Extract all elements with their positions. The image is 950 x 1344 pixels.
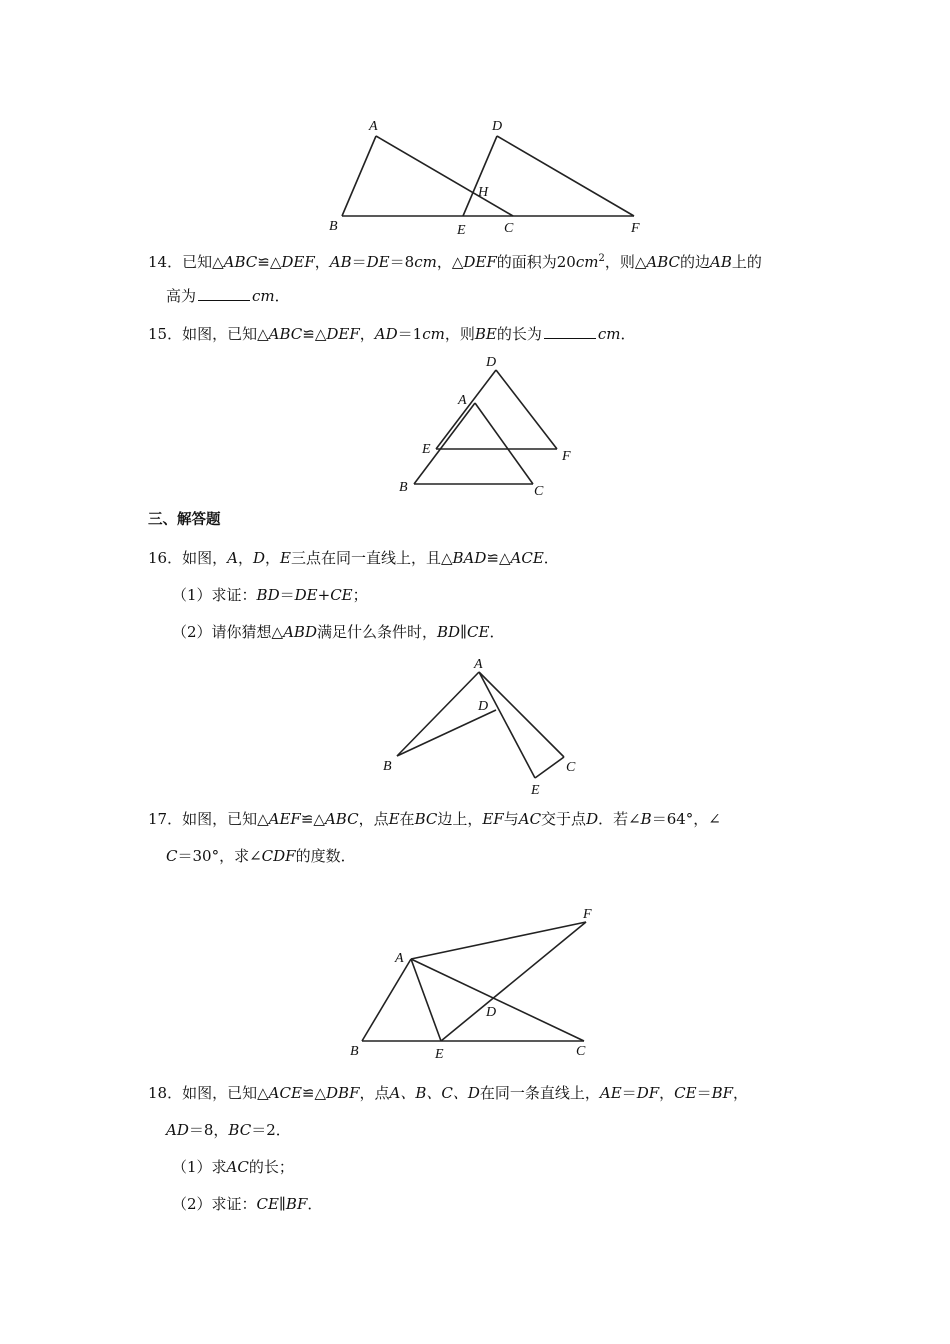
q16-text: ． bbox=[543, 549, 559, 567]
q16-part2 bbox=[172, 622, 504, 642]
label-b: B bbox=[329, 219, 338, 234]
label-b: B bbox=[350, 1044, 359, 1059]
q14-unit: cm bbox=[252, 287, 275, 305]
q15-unit: cm bbox=[597, 325, 621, 343]
segment-de bbox=[436, 370, 496, 449]
q16-var: D bbox=[252, 549, 265, 567]
q14-var: AB bbox=[710, 253, 732, 271]
q17-number: 17． bbox=[148, 810, 183, 828]
q16-var: DE bbox=[294, 586, 318, 604]
q18-text: ＝2． bbox=[251, 1121, 291, 1139]
q17-text: 交于点 bbox=[541, 810, 587, 828]
q18-var: AC bbox=[226, 1158, 249, 1176]
q17-text: ＝64°，∠ bbox=[651, 810, 721, 828]
label-a: A bbox=[395, 951, 404, 966]
q16-var: CE bbox=[467, 623, 490, 641]
segment-ac bbox=[479, 672, 564, 757]
q18-number: 18． bbox=[148, 1084, 183, 1102]
q18-text: ，点 bbox=[359, 1084, 390, 1102]
figure-q17 bbox=[340, 900, 620, 1065]
q15-text: ， bbox=[359, 325, 375, 343]
segment-ce bbox=[535, 757, 564, 778]
q14-var: DE bbox=[366, 253, 390, 271]
q14-var: DEF bbox=[281, 253, 315, 271]
q17-var: B bbox=[640, 810, 652, 828]
q15-var: BE bbox=[474, 325, 497, 343]
q17-text: 边上， bbox=[437, 810, 483, 828]
q17-line2 bbox=[166, 846, 356, 866]
label-e: E bbox=[457, 223, 466, 238]
q16-var: BD bbox=[256, 586, 280, 604]
label-e: E bbox=[435, 1047, 444, 1062]
q17-text: ，点 bbox=[358, 810, 389, 828]
q17-line1 bbox=[148, 809, 721, 829]
q18-part1 bbox=[172, 1157, 294, 1177]
label-c: C bbox=[566, 760, 576, 775]
q17-var: AC bbox=[518, 810, 542, 828]
q16-text: ； bbox=[352, 586, 368, 604]
q18-var: ACE bbox=[268, 1084, 302, 1102]
q18-text: ． bbox=[307, 1195, 323, 1213]
label-f: F bbox=[631, 221, 640, 236]
q14-text: ＝ bbox=[351, 253, 367, 271]
q17-text: ．若∠ bbox=[598, 810, 641, 828]
q16-var: CE bbox=[330, 586, 353, 604]
q16-number: 16． bbox=[148, 549, 183, 567]
q17-var: ABC bbox=[324, 810, 359, 828]
q15-text: 的长为 bbox=[496, 325, 542, 343]
q18-line1 bbox=[148, 1083, 748, 1103]
q18-text: ， bbox=[733, 1084, 749, 1102]
label-f: F bbox=[562, 449, 571, 464]
label-h: H bbox=[478, 185, 489, 200]
figure-q13-svg bbox=[320, 110, 650, 240]
q14-var: ABC bbox=[646, 253, 681, 271]
q14-text: ， bbox=[314, 253, 330, 271]
q14-line1 bbox=[148, 249, 762, 272]
q14-var: ABC bbox=[223, 253, 258, 271]
label-d: D bbox=[486, 1005, 497, 1020]
q14-unit: cm bbox=[414, 253, 437, 271]
q15-number: 15． bbox=[148, 325, 183, 343]
q17-var: E bbox=[388, 810, 400, 828]
label-a: A bbox=[474, 657, 483, 672]
q16-text: ． bbox=[489, 623, 505, 641]
q18-var: CE bbox=[674, 1084, 697, 1102]
q15-text: 如图，已知△ bbox=[182, 325, 269, 343]
label-e: E bbox=[531, 783, 540, 798]
q18-part2 bbox=[172, 1194, 322, 1214]
label-d: D bbox=[478, 699, 489, 714]
segment-ab bbox=[342, 136, 376, 216]
q18-var: BC bbox=[228, 1121, 252, 1139]
q18-var: A、B、C、D bbox=[389, 1084, 480, 1102]
q15-text: ． bbox=[620, 325, 636, 343]
figure-q15 bbox=[390, 350, 590, 502]
q15-answer-blank[interactable] bbox=[544, 324, 596, 339]
label-d: D bbox=[492, 119, 503, 134]
section-title: 三、解答题 bbox=[148, 512, 221, 528]
segment-df bbox=[496, 370, 557, 449]
q17-var: EF bbox=[482, 810, 504, 828]
q14-text: ，△ bbox=[436, 253, 464, 271]
q14-text: ≌△ bbox=[257, 253, 282, 271]
q16-text: 如图， bbox=[182, 549, 228, 567]
q16-text: 满足什么条件时， bbox=[316, 623, 437, 641]
q14-text: ，则△ bbox=[604, 253, 647, 271]
q16-line1 bbox=[148, 548, 559, 568]
figure-q16 bbox=[375, 650, 595, 798]
q15-text: ，则 bbox=[444, 325, 475, 343]
q17-text: 与 bbox=[503, 810, 519, 828]
label-e: E bbox=[422, 442, 431, 457]
q14-superscript: 2 bbox=[598, 253, 605, 264]
q18-text: （2）求证： bbox=[172, 1195, 257, 1213]
q15-unit: cm bbox=[422, 325, 445, 343]
q14-var: DEF bbox=[463, 253, 497, 271]
q18-var: BF bbox=[285, 1195, 308, 1213]
label-c: C bbox=[534, 484, 544, 499]
q18-text: ＝ bbox=[621, 1084, 637, 1102]
segment-ab bbox=[362, 959, 411, 1041]
section-heading bbox=[148, 510, 221, 530]
q14-text: 高为 bbox=[166, 287, 197, 305]
q14-line2 bbox=[166, 286, 290, 306]
q16-text: ， bbox=[265, 549, 281, 567]
q18-text: （1）求 bbox=[172, 1158, 227, 1176]
q18-text: 的长； bbox=[248, 1158, 294, 1176]
figure-q13 bbox=[320, 110, 650, 240]
q18-text: ≌△ bbox=[301, 1084, 327, 1102]
q15-text: ＝1 bbox=[397, 325, 423, 343]
q18-text: 在同一条直线上， bbox=[479, 1084, 600, 1102]
q17-text: 在 bbox=[399, 810, 415, 828]
q18-text: ＝ bbox=[696, 1084, 712, 1102]
segment-ae bbox=[479, 672, 535, 778]
q14-text: 的面积为20 bbox=[496, 253, 576, 271]
q17-var: BC bbox=[414, 810, 438, 828]
q16-text: ＝ bbox=[279, 586, 295, 604]
q16-text: ∥ bbox=[460, 623, 467, 641]
q14-text: ． bbox=[274, 287, 290, 305]
q18-var: AE bbox=[599, 1084, 622, 1102]
q16-text: 三点在同一直线上，且△ bbox=[290, 549, 453, 567]
q15-text: ≌△ bbox=[302, 325, 327, 343]
segment-ef bbox=[441, 922, 586, 1041]
q18-text: 如图，已知△ bbox=[182, 1084, 269, 1102]
q16-var: A bbox=[227, 549, 238, 567]
q17-var: AEF bbox=[268, 810, 301, 828]
q16-text: ， bbox=[237, 549, 253, 567]
q18-text: ， bbox=[659, 1084, 675, 1102]
q17-var: C bbox=[166, 847, 178, 865]
label-c: C bbox=[504, 221, 514, 236]
q18-line2 bbox=[166, 1120, 291, 1140]
label-f: F bbox=[583, 907, 592, 922]
q17-text: ＝30°，求∠ bbox=[177, 847, 262, 865]
q18-text: ＝8， bbox=[188, 1121, 229, 1139]
q18-var: DF bbox=[636, 1084, 660, 1102]
segment-bd bbox=[397, 710, 496, 756]
q16-var: ABD bbox=[283, 623, 317, 641]
q16-part1 bbox=[172, 585, 368, 605]
q17-var: CDF bbox=[261, 847, 296, 865]
q17-var: D bbox=[586, 810, 599, 828]
figure-q15-svg bbox=[390, 350, 590, 502]
q14-unit: cm bbox=[575, 253, 599, 271]
segment-ab bbox=[397, 672, 479, 756]
q17-text: 如图，已知△ bbox=[182, 810, 269, 828]
q14-number: 14． bbox=[148, 253, 183, 271]
q16-text: （2）请你猜想△ bbox=[172, 623, 284, 641]
label-b: B bbox=[399, 480, 408, 495]
q14-answer-blank[interactable] bbox=[198, 286, 250, 301]
q18-var: BF bbox=[711, 1084, 734, 1102]
q15-var: ABC bbox=[268, 325, 303, 343]
q16-text: + bbox=[317, 586, 331, 604]
q14-text: 已知△ bbox=[182, 253, 224, 271]
q16-text: （1）求证： bbox=[172, 586, 257, 604]
label-c: C bbox=[576, 1044, 586, 1059]
q18-var: CE bbox=[256, 1195, 279, 1213]
q15-var: DEF bbox=[326, 325, 360, 343]
label-a: A bbox=[458, 393, 467, 408]
q16-var: ACE bbox=[510, 549, 544, 567]
q16-text: ≌△ bbox=[486, 549, 511, 567]
q15-line1 bbox=[148, 324, 635, 344]
q14-text: 上的 bbox=[731, 253, 762, 271]
q16-var: BD bbox=[437, 623, 461, 641]
segment-ac bbox=[475, 403, 533, 484]
figure-q16-svg bbox=[375, 650, 595, 798]
label-d: D bbox=[486, 355, 497, 370]
q18-var: AD bbox=[166, 1121, 189, 1139]
q16-var: E bbox=[280, 549, 291, 567]
q18-text: ∥ bbox=[278, 1195, 286, 1213]
q17-text: 的度数． bbox=[295, 847, 356, 865]
label-a: A bbox=[369, 119, 378, 134]
q14-text: 的边 bbox=[680, 253, 711, 271]
q17-text: ≌△ bbox=[300, 810, 325, 828]
figure-q17-svg bbox=[340, 900, 620, 1065]
q14-text: ＝8 bbox=[389, 253, 415, 271]
q16-var: BAD bbox=[452, 549, 487, 567]
q14-var: AB bbox=[329, 253, 352, 271]
q15-var: AD bbox=[374, 325, 398, 343]
segment-df bbox=[497, 136, 634, 216]
label-b: B bbox=[383, 759, 392, 774]
segment-af bbox=[411, 922, 586, 959]
q18-var: DBF bbox=[326, 1084, 360, 1102]
